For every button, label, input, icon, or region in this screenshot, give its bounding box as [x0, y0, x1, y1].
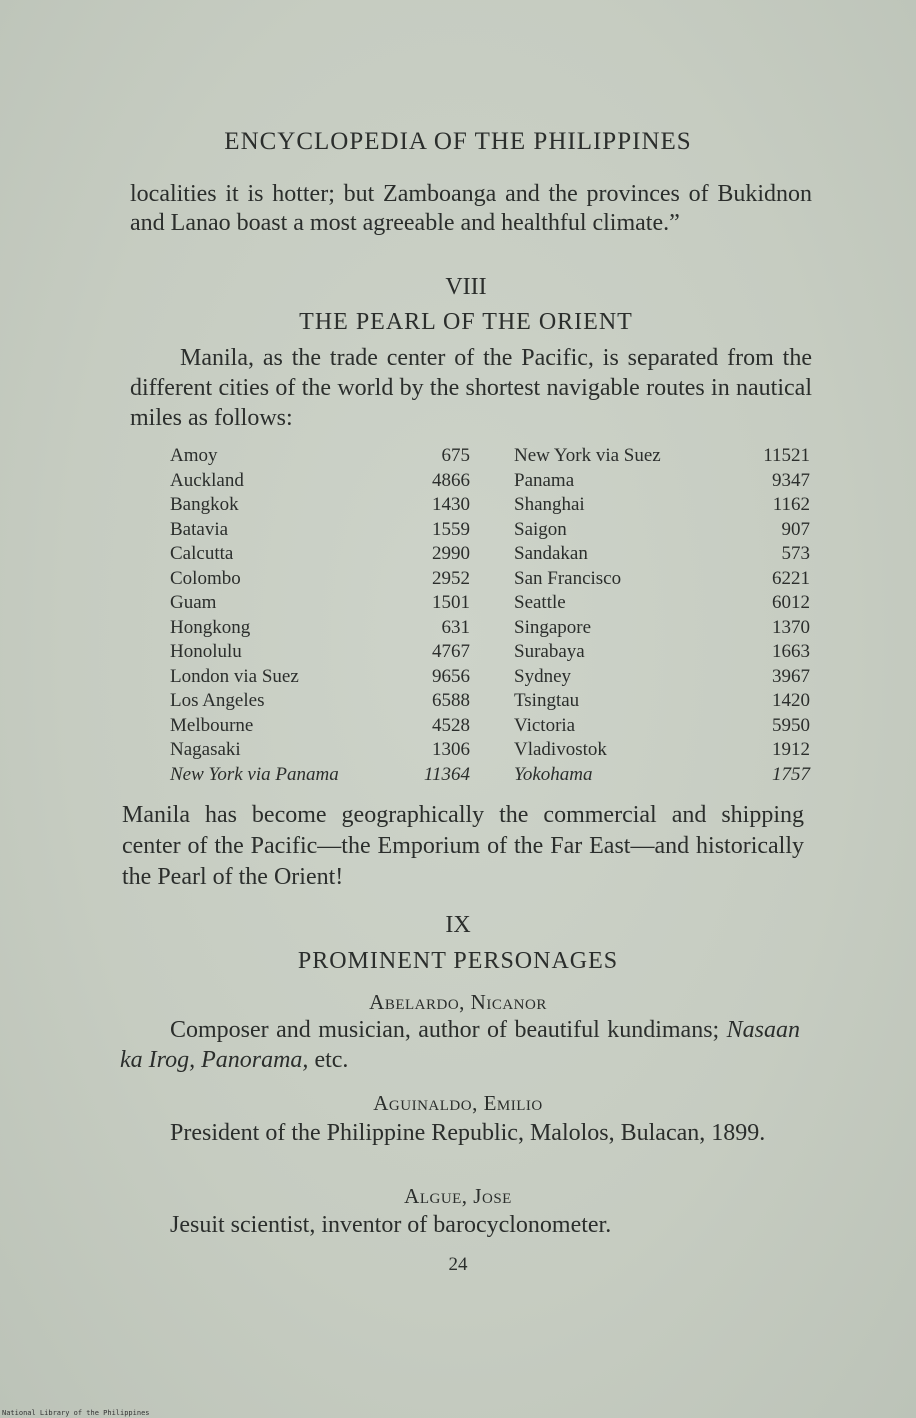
route-city: Calcutta	[170, 543, 234, 564]
description-text: Composer and musician, author of beautiful kundimans;	[170, 1017, 727, 1043]
route-city: Tsingtau	[514, 690, 580, 711]
route-row	[166, 469, 814, 494]
route-city: Colombo	[170, 567, 241, 589]
route-city: Honolulu	[170, 641, 242, 662]
closing-paragraph: Manila has become geographically the commercial and shipping center of the Pacific—the Emporium of the Far East—and historically the Pearl of the Orient!	[122, 802, 804, 890]
route-row	[166, 714, 814, 739]
personage-name: Aguinaldo, Emilio	[373, 1091, 543, 1115]
description-text: etc.	[308, 1047, 349, 1073]
route-miles: 907	[781, 518, 810, 540]
route-miles: 573	[781, 543, 810, 564]
route-miles: 9347	[772, 469, 810, 491]
route-city: Yokohama	[514, 763, 593, 785]
route-miles: 6221	[772, 567, 810, 589]
footer-credit: National Library of the Philippines	[2, 1409, 150, 1417]
section-paragraph: Manila, as the trade center of the Pacific, is separated from the different cities of the world by the shortest navigable routes in nautical miles as follows:	[130, 345, 812, 431]
route-city: Guam	[170, 592, 217, 613]
route-miles: 5950	[772, 714, 810, 736]
route-row	[166, 567, 814, 592]
route-city: Sydney	[514, 665, 571, 687]
route-city: Hongkong	[170, 616, 251, 638]
section-title: PROMINENT PERSONAGES	[297, 948, 619, 974]
route-miles: 3967	[772, 665, 810, 687]
route-miles: 2990	[432, 543, 470, 564]
routes-table	[166, 444, 814, 787]
route-miles: 1306	[432, 739, 470, 760]
route-miles: 11364	[423, 763, 470, 785]
route-city: Singapore	[514, 616, 592, 638]
route-miles: 1912	[772, 739, 810, 760]
route-miles: 631	[441, 616, 470, 638]
intro-paragraph: localities it is hotter; but Zamboanga and the provinces of Bukidnon and Lanao boast a most agreeable and healthful climate.”	[130, 181, 812, 236]
route-miles: 1430	[432, 494, 470, 515]
route-city: New York via Suez	[514, 445, 661, 466]
route-miles: 4528	[432, 714, 470, 736]
section-title: THE PEARL OF THE ORIENT	[299, 309, 633, 335]
route-city: Vladivostok	[514, 739, 607, 760]
route-miles: 1663	[772, 641, 810, 662]
route-city: Los Angeles	[170, 690, 265, 711]
route-city: Auckland	[170, 469, 244, 491]
page-number: 24	[448, 1254, 468, 1275]
section-number: VIII	[445, 274, 487, 300]
route-miles: 1559	[432, 518, 470, 540]
route-miles: 11521	[763, 445, 810, 466]
route-row	[166, 518, 814, 543]
route-city: San Francisco	[514, 567, 622, 589]
route-row	[166, 616, 814, 641]
route-city: Victoria	[514, 714, 576, 736]
personage-name: Abelardo, Nicanor	[369, 990, 547, 1014]
route-row	[166, 640, 814, 665]
route-city: Saigon	[514, 518, 567, 540]
running-head: ENCYCLOPEDIA OF THE PHILIPPINES	[224, 128, 692, 155]
personage-description: President of the Philippine Republic, Malolos, Bulacan, 1899.	[170, 1120, 766, 1146]
route-city: Bangkok	[170, 494, 239, 515]
route-miles: 1757	[772, 763, 810, 785]
route-miles: 1501	[432, 592, 470, 613]
route-row	[166, 493, 814, 518]
route-miles: 4866	[432, 469, 470, 491]
route-city: Seattle	[514, 592, 566, 613]
route-row	[166, 542, 814, 567]
route-row	[166, 665, 814, 690]
route-city: Shanghai	[514, 494, 585, 515]
route-city: Batavia	[170, 518, 229, 540]
personage-description	[120, 1015, 800, 1075]
route-city: Amoy	[170, 445, 218, 466]
route-row	[166, 689, 814, 714]
personage-name: Algue, Jose	[404, 1184, 512, 1208]
route-city: Sandakan	[514, 543, 588, 564]
route-city: Melbourne	[170, 714, 254, 736]
route-city: Panama	[514, 469, 575, 491]
route-row	[166, 591, 814, 616]
route-row	[166, 444, 814, 469]
route-miles: 6588	[432, 690, 470, 711]
route-city: Surabaya	[514, 641, 585, 662]
personage-description: Jesuit scientist, inventor of barocyclonometer.	[170, 1212, 612, 1238]
section-number: IX	[445, 912, 471, 938]
description-italic: Nasaan ka Irog, Panorama,	[120, 1017, 800, 1073]
route-miles: 4767	[432, 641, 470, 662]
route-miles: 675	[441, 445, 470, 466]
route-row	[166, 763, 814, 788]
route-city: London via Suez	[170, 665, 299, 687]
route-miles: 1420	[772, 690, 810, 711]
route-city: Nagasaki	[170, 739, 241, 760]
route-miles: 9656	[432, 665, 470, 687]
route-city: New York via Panama	[170, 763, 339, 785]
route-miles: 2952	[432, 567, 470, 589]
route-miles: 1162	[772, 494, 810, 515]
route-miles: 6012	[772, 592, 810, 613]
route-row	[166, 738, 814, 763]
route-miles: 1370	[772, 616, 810, 638]
